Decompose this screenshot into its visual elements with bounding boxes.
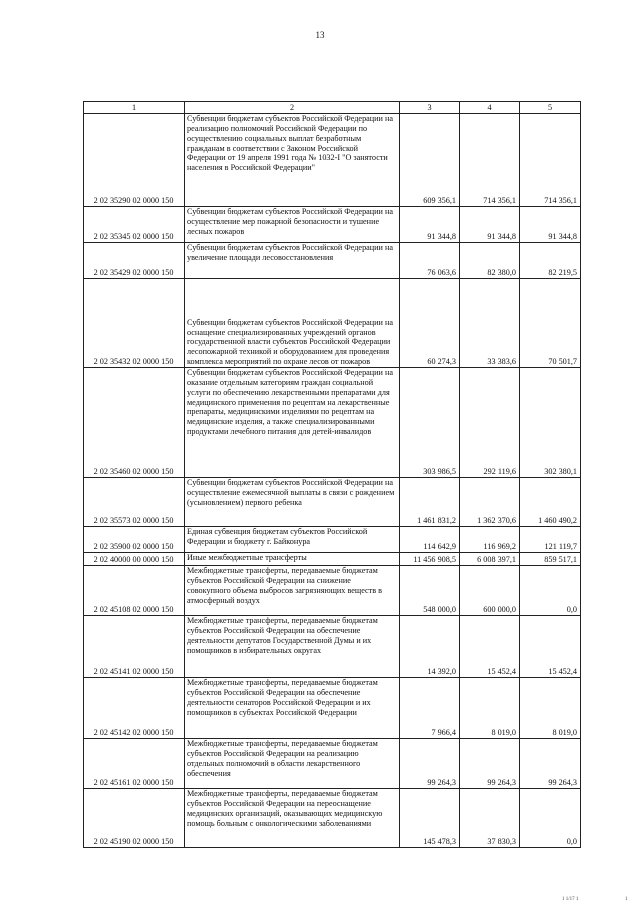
table-header-row: [84, 102, 581, 114]
row-code: 2 02 35429 02 0000 150: [84, 243, 185, 279]
row-value-col4: 1 362 370,6: [460, 478, 520, 527]
row-name: Межбюджетные трансферты, передаваемые бюджетам субъектов Российской Федерации на обеспечение деятельности сенаторов Российской Федерации и их помощников в субъектах Российской Федерации: [185, 678, 400, 739]
row-value-col3: 91 344,8: [400, 207, 460, 243]
table-row: [84, 207, 581, 243]
row-value-col5: 82 219,5: [520, 243, 581, 279]
row-code: 2 02 45108 02 0000 150: [84, 566, 185, 616]
row-value-col5: 8 019,0: [520, 678, 581, 739]
row-value-col3: 1 461 831,2: [400, 478, 460, 527]
row-name: Межбюджетные трансферты, передаваемые бюджетам субъектов Российской Федерации на реализацию отдельных полномочий в области лекарственного обеспечения: [185, 739, 400, 789]
row-value-col3: 145 478,3: [400, 789, 460, 848]
table-row: [84, 739, 581, 789]
row-value-col5: 121 119,7: [520, 527, 581, 553]
row-code: 2 02 45190 02 0000 150: [84, 789, 185, 848]
row-code: 2 02 40000 00 0000 150: [84, 553, 185, 566]
row-value-col3: 7 966,4: [400, 678, 460, 739]
footer-page-mark: 1: [625, 897, 628, 902]
row-name: Субвенции бюджетам субъектов Российской Федерации на реализацию полномочий Российской Федерации по осуществлению социальных выплат безработным гражданам в соответствии с Законом Российской Федерации от 19 апреля 1991 года № 1032-I "О занятости населения в Российской Федерации": [185, 114, 400, 207]
row-code: 2 02 35900 02 0000 150: [84, 527, 185, 553]
row-name: Субвенции бюджетам субъектов Российской Федерации на оснащение специализированных учреждений органов государственной власти субъектов Российской Федерации лесопожарной техникой и оборудованием для проведения комплекса мероприятий по охране лесов от пожаров: [185, 279, 400, 368]
table-row: [84, 678, 581, 739]
row-value-col5: 859 517,1: [520, 553, 581, 566]
table-row: [84, 789, 581, 848]
row-value-col3: 609 356,1: [400, 114, 460, 207]
row-name: Межбюджетные трансферты, передаваемые бюджетам субъектов Российской Федерации на снижение совокупного объема выбросов загрязняющих веществ в атмосферный воздух: [185, 566, 400, 616]
row-value-col4: 15 452,4: [460, 616, 520, 678]
row-value-col3: 303 986,5: [400, 368, 460, 478]
footer-scan-mark: 1 1/17 1: [562, 897, 579, 902]
budget-table: [83, 101, 581, 848]
row-value-col4: 37 830,3: [460, 789, 520, 848]
table-row: [84, 114, 581, 207]
row-code: 2 02 35573 02 0000 150: [84, 478, 185, 527]
row-value-col5: 70 501,7: [520, 279, 581, 368]
row-value-col5: 15 452,4: [520, 616, 581, 678]
row-value-col4: 33 383,6: [460, 279, 520, 368]
row-value-col3: 114 642,9: [400, 527, 460, 553]
table-row: [84, 527, 581, 553]
row-value-col4: 99 264,3: [460, 739, 520, 789]
row-value-col4: 82 380,0: [460, 243, 520, 279]
row-code: 2 02 35345 02 0000 150: [84, 207, 185, 243]
row-code: 2 02 45161 02 0000 150: [84, 739, 185, 789]
row-name: Субвенции бюджетам субъектов Российской Федерации на осуществление ежемесячной выплаты в связи с рождением (усыновлением) первого ребенка: [185, 478, 400, 527]
row-value-col5: 714 356,1: [520, 114, 581, 207]
row-code: 2 02 45142 02 0000 150: [84, 678, 185, 739]
table-row: [84, 553, 581, 566]
row-name: Субвенции бюджетам субъектов Российской Федерации на осуществление мер пожарной безопасности и тушение лесных пожаров: [185, 207, 400, 243]
row-name: Иные межбюджетные трансферты: [185, 553, 400, 566]
table-row: [84, 368, 581, 478]
row-name: Единая субвенция бюджетам субъектов Российской Федерации и бюджету г. Байконура: [185, 527, 400, 553]
row-value-col3: 99 264,3: [400, 739, 460, 789]
row-value-col5: 91 344,8: [520, 207, 581, 243]
row-value-col4: 714 356,1: [460, 114, 520, 207]
row-code: 2 02 35460 02 0000 150: [84, 368, 185, 478]
row-code: 2 02 35290 02 0000 150: [84, 114, 185, 207]
row-name: Межбюджетные трансферты, передаваемые бюджетам субъектов Российской Федерации на обеспечение деятельности депутатов Государственной Думы и их помощников в избирательных округах: [185, 616, 400, 678]
table-row: [84, 566, 581, 616]
row-value-col3: 76 063,6: [400, 243, 460, 279]
table-row: [84, 243, 581, 279]
row-value-col4: 292 119,6: [460, 368, 520, 478]
row-value-col5: 302 380,1: [520, 368, 581, 478]
row-code: 2 02 45141 02 0000 150: [84, 616, 185, 678]
header-col-1: 1: [84, 102, 185, 114]
row-value-col4: 600 000,0: [460, 566, 520, 616]
header-col-2: 2: [185, 102, 400, 114]
table-row: [84, 616, 581, 678]
row-code: 2 02 35432 02 0000 150: [84, 279, 185, 368]
header-col-4: 4: [460, 102, 520, 114]
row-value-col5: 0,0: [520, 566, 581, 616]
header-col-5: 5: [520, 102, 581, 114]
row-name: Субвенции бюджетам субъектов Российской Федерации на увеличение площади лесовосстановления: [185, 243, 400, 279]
header-col-3: 3: [400, 102, 460, 114]
table-row: [84, 478, 581, 527]
table-row: [84, 279, 581, 368]
row-value-col3: 548 000,0: [400, 566, 460, 616]
row-value-col5: 1 460 490,2: [520, 478, 581, 527]
row-value-col4: 6 008 397,1: [460, 553, 520, 566]
row-value-col3: 14 392,0: [400, 616, 460, 678]
row-name: Субвенции бюджетам субъектов Российской Федерации на оказание отдельным категориям граждан социальной услуги по обеспечению лекарственными препаратами для медицинского применения по рецептам на лекарственные препараты, медицинскими изделиями по рецептам на медицинские изделия, а также специализированными продуктами лечебного питания для детей-инвалидов: [185, 368, 400, 478]
row-name: Межбюджетные трансферты, передаваемые бюджетам субъектов Российской Федерации на переоснащение медицинских организаций, оказывающих медицинскую помощь больным с онкологическими заболеваниями: [185, 789, 400, 848]
row-value-col5: 0,0: [520, 789, 581, 848]
row-value-col3: 11 456 908,5: [400, 553, 460, 566]
page-number: 13: [315, 30, 325, 40]
row-value-col4: 91 344,8: [460, 207, 520, 243]
row-value-col5: 99 264,3: [520, 739, 581, 789]
row-value-col4: 8 019,0: [460, 678, 520, 739]
row-value-col3: 60 274,3: [400, 279, 460, 368]
row-value-col4: 116 969,2: [460, 527, 520, 553]
